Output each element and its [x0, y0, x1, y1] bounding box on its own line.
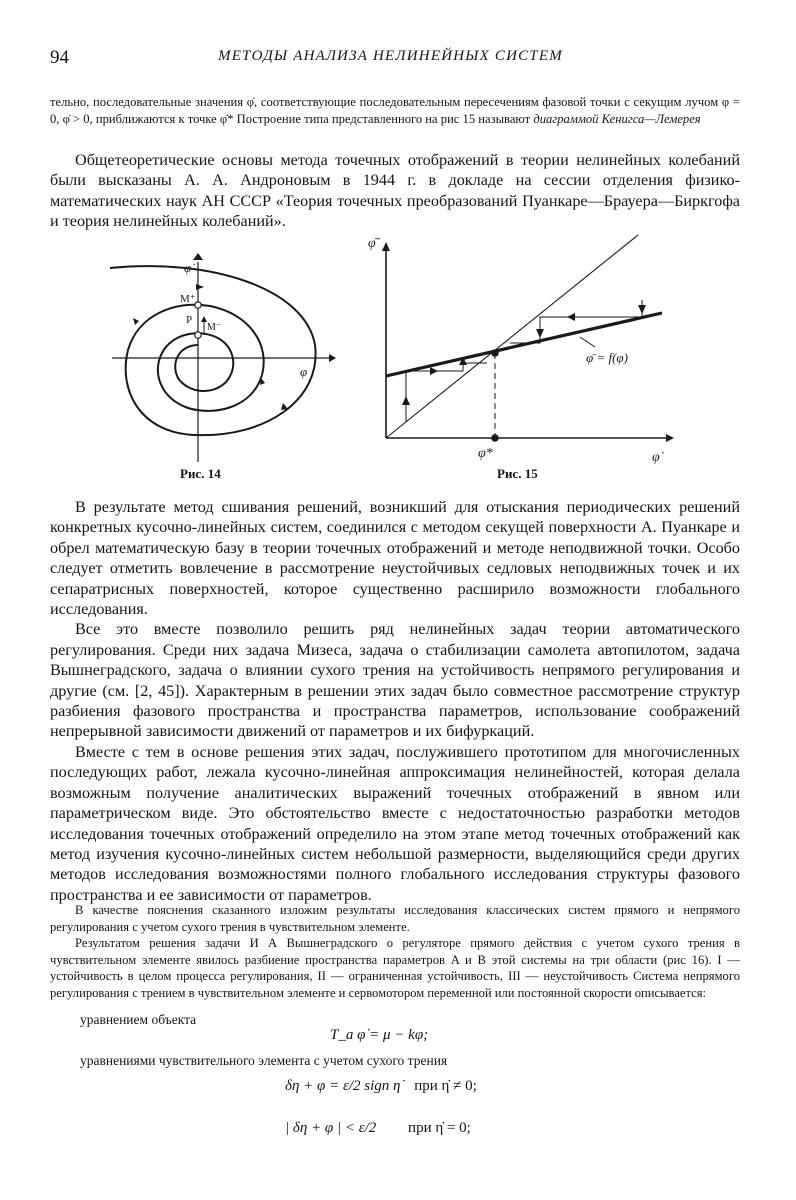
fig14-M-minus-label: M⁻ [207, 322, 222, 333]
sensor-equation-label: уравнениями чувствительного элемента с учетом сухого трения [80, 1053, 448, 1068]
sensor-eq1-lhs: δη + φ = ε/2 sign η̇ [285, 1078, 401, 1094]
page-number: 94 [50, 47, 69, 68]
intro-term: диаграммой Кенигса—Лемерея [533, 111, 701, 126]
object-equation: T_a φ̇ = μ − kφ; [330, 1027, 429, 1043]
sensor-eq1-cond: при η̇ ≠ 0; [414, 1078, 477, 1094]
fig14-point-M-plus [195, 302, 201, 308]
main-paragraph: Все это вместе позволило решить ряд нелинейных задач теории автоматического регулирования. Среди них задача Мизеса, задача о стабилизации самолета автопилотом, задача Вышнеградского, задача о влиянии сухого трения на устойчивость непрямого регулирования и другие (см. [2, 45]). Характерным в решении этих задач было совместное рассмотрение структур разбиения фазового пространства и пространства параметров, использование соображений непрерывной зависимости движений от параметров и их бифуркаций. [50, 620, 740, 741]
main-paragraph: В результате метод сшивания решений, возникший для отыскания периодических решений конкретных кусочно-линейных систем, соединился с методом секущей поверхности А. Пуанкаре и обрел математическую базу в теории точечных отображений и методе неподвижной точки. Особо следует отметить вовлечение в рассмотрение неустойчивых седловых неподвижных точек и их сепаратрисных поверхностей, которое существенно расширило возможности глобального исследования. [50, 498, 740, 619]
sensor-eq2-lhs: | δη + φ | < ε/2 [285, 1120, 377, 1136]
sensor-equation-1 [285, 1078, 477, 1095]
fig15-map-line [386, 313, 662, 376]
figure-15-caption: Рис. 15 [497, 466, 538, 481]
sensor-eq2-cond: при η̇ = 0; [408, 1120, 471, 1136]
fig15-curve-label: φ̄ = f(φ) [586, 350, 628, 365]
intro-paragraph [50, 94, 740, 127]
fig15-bisector [386, 235, 638, 438]
fig14-phi-label: φ [300, 364, 308, 379]
fig14-phidot-label: φ̇ [184, 260, 192, 275]
running-head: МЕТОДЫ АНАЛИЗА НЕЛИНЕЙНЫХ СИСТЕМ [218, 48, 563, 64]
fig14-M-plus-label: M⁺ [180, 293, 196, 305]
figure-14-spiral [100, 250, 340, 468]
fig15-fixed-point [491, 349, 499, 357]
history-paragraph: Общетеоретические основы метода точечных отображений в теории нелинейных колебаний были высказаны А. А. Андроновым в 1944 г. в докладе на сессии отделения физико-математических наук АН СССР «Теория точечных преобразований Пуанкаре—Брауера—Биркгофа и теория нелинейных колебаний». [50, 151, 740, 231]
figure-14-caption: Рис. 14 [180, 466, 221, 481]
sensor-equation-2 [285, 1120, 471, 1137]
fig15-x-label: φ̇ [652, 450, 660, 465]
fig15-staircase-left [406, 363, 487, 422]
fig15-y-label: φ̇̄ [368, 236, 376, 251]
fig14-P-label: P [186, 314, 193, 326]
fig15-fixed-point-label: φ* [478, 446, 493, 461]
small-text [50, 902, 740, 1001]
intro-text: тельно, последовательные значения φ̇, соответствующие последовательным пересечениям фазовой точки с секущим лучом φ = 0, φ̇ > 0, приближаются к точке φ̇* Построение типа представленного на рис 15 называют [50, 95, 740, 126]
main-paragraph: Вместе с тем в основе решения этих задач, послужившего прототипом для многочисленных последующих работ, лежала кусочно-линейная аппроксимация нелинейностей, которая делала возможным получение аналитических выражений точечных отображений в явном или параметрическом виде. Это обстоятельство вместе с недостаточностью разработки методов исследования точечных отображений определило на этом этапе метод точечных отображений как метод изучения кусочно-линейных систем небольшой размерности, выделяющийся среди других методов исследования возможностями полного глобального исследования структуры фазового пространства и ее зависимости от параметров. [50, 742, 740, 904]
figure-15-diagram [370, 225, 690, 470]
small-paragraph: Результатом решения задачи И А Вышнеградского о регуляторе прямого действия с учетом сухого трения в чувствительном элементе явилось разбиение пространства параметров A и B этой системы на три области (рис 16). I — устойчивость в целом процесса регулирования, II — ограниченная устойчивость, III — неустойчивость Система непрямого регулирования с трением в чувствительном элементе и сервомотором переменной или постоянной скорости описывается: [50, 936, 740, 1000]
fig15-fixed-point-axis [491, 434, 499, 442]
small-paragraph: В качестве пояснения сказанного изложим результаты исследования классических систем прямого и непрямого регулирования с учетом сухого трения в чувствительном элементе. [50, 903, 740, 934]
main-text [50, 497, 740, 905]
fig14-spiral-path [110, 266, 316, 435]
fig14-point-M-minus [195, 332, 201, 338]
object-equation-label: уравнением объекта [80, 1012, 197, 1027]
